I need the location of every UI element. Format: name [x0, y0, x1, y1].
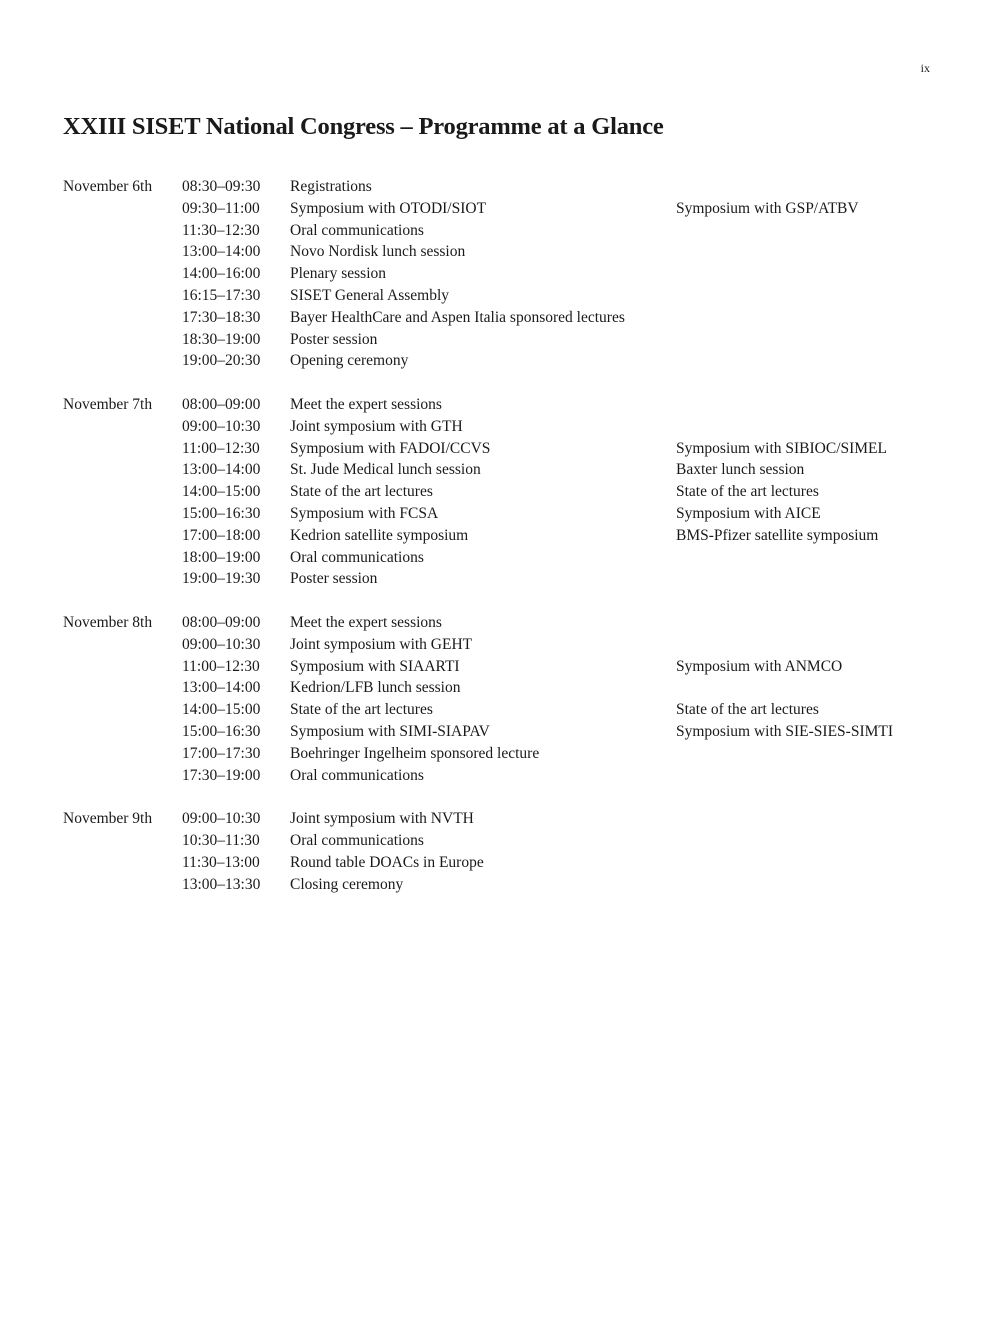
session-parallel: Symposium with SIBIOC/SIMEL	[676, 439, 887, 457]
schedule-row	[63, 612, 933, 634]
schedule-row	[63, 285, 933, 307]
session-main: Symposium with FCSA	[290, 504, 439, 522]
session-time: 14:00–15:00	[182, 701, 261, 719]
session-time: 17:00–17:30	[182, 744, 261, 762]
session-main: Novo Nordisk lunch session	[290, 243, 466, 261]
session-time: 14:00–15:00	[182, 483, 261, 501]
session-main: Joint symposium with GTH	[290, 417, 463, 435]
schedule-row	[63, 547, 933, 569]
page-number: ix	[920, 61, 930, 75]
session-main: Kedrion satellite symposium	[290, 526, 469, 544]
session-main: Closing ceremony	[290, 875, 404, 893]
schedule-row	[63, 568, 933, 590]
schedule-row	[63, 677, 933, 699]
session-main: Symposium with SIMI-SIAPAV	[290, 722, 490, 740]
session-main: Oral communications	[290, 766, 424, 784]
schedule-row	[63, 241, 933, 263]
schedule-row	[63, 438, 933, 460]
day-block	[63, 808, 933, 895]
session-time: 17:30–19:00	[182, 766, 261, 784]
schedule-row	[63, 874, 933, 896]
session-time: 10:30–11:30	[182, 831, 260, 849]
session-parallel: Baxter lunch session	[676, 461, 805, 479]
schedule-row	[63, 394, 933, 416]
session-time: 19:00–19:30	[182, 570, 261, 588]
schedule-row	[63, 852, 933, 874]
schedule-row	[63, 198, 933, 220]
schedule-row	[63, 481, 933, 503]
session-time: 15:00–16:30	[182, 722, 261, 740]
day-date: November 7th	[63, 395, 153, 413]
session-main: Oral communications	[290, 221, 424, 239]
session-time: 11:00–12:30	[182, 657, 260, 675]
schedule-row	[63, 634, 933, 656]
session-main: Plenary session	[290, 265, 387, 283]
session-parallel: State of the art lectures	[676, 483, 819, 501]
session-time: 16:15–17:30	[182, 286, 261, 304]
session-time: 13:00–14:00	[182, 461, 261, 479]
session-time: 14:00–16:00	[182, 265, 261, 283]
page-title: XXIII SISET National Congress – Programme at a Glance	[63, 113, 664, 140]
day-block	[63, 612, 933, 786]
session-time: 09:00–10:30	[182, 810, 261, 828]
session-time: 18:00–19:00	[182, 548, 261, 566]
session-main: Oral communications	[290, 831, 424, 849]
session-main: Oral communications	[290, 548, 424, 566]
session-main: Meet the expert sessions	[290, 613, 442, 631]
schedule-row	[63, 220, 933, 242]
session-time: 13:00–13:30	[182, 875, 261, 893]
session-time: 13:00–14:00	[182, 243, 261, 261]
schedule-row	[63, 656, 933, 678]
session-time: 17:30–18:30	[182, 308, 261, 326]
session-main: Boehringer Ingelheim sponsored lecture	[290, 744, 540, 762]
session-time: 15:00–16:30	[182, 504, 261, 522]
session-main: SISET General Assembly	[290, 286, 450, 304]
session-parallel: Symposium with GSP/ATBV	[676, 199, 859, 217]
session-time: 18:30–19:00	[182, 330, 261, 348]
session-parallel: Symposium with SIE-SIES-SIMTI	[676, 722, 894, 740]
session-main: Joint symposium with NVTH	[290, 810, 474, 828]
day-date: November 6th	[63, 178, 153, 195]
session-main: Kedrion/LFB lunch session	[290, 679, 461, 697]
day-block	[63, 176, 933, 372]
session-main: Poster session	[290, 330, 378, 348]
session-main: Symposium with OTODI/SIOT	[290, 199, 487, 217]
session-time: 19:00–20:30	[182, 352, 261, 370]
session-main: Opening ceremony	[290, 352, 409, 370]
schedule-row	[63, 808, 933, 830]
session-time: 13:00–14:00	[182, 679, 261, 697]
session-main: Joint symposium with GEHT	[290, 635, 473, 653]
session-time: 11:30–12:30	[182, 221, 260, 239]
session-main: Poster session	[290, 570, 378, 588]
session-parallel: Symposium with ANMCO	[676, 657, 843, 675]
schedule-row	[63, 765, 933, 787]
session-time: 09:00–10:30	[182, 635, 261, 653]
session-time: 17:00–18:00	[182, 526, 261, 544]
schedule-row	[63, 416, 933, 438]
day-date: November 8th	[63, 613, 153, 631]
session-main: Meet the expert sessions	[290, 395, 442, 413]
session-main: Symposium with SIAARTI	[290, 657, 460, 675]
schedule-row	[63, 743, 933, 765]
session-time: 11:00–12:30	[182, 439, 260, 457]
schedule-row	[63, 721, 933, 743]
session-main: State of the art lectures	[290, 701, 433, 719]
session-main: State of the art lectures	[290, 483, 433, 501]
session-main: Bayer HealthCare and Aspen Italia sponsored lectures	[290, 308, 625, 326]
session-main: Symposium with FADOI/CCVS	[290, 439, 491, 457]
session-parallel: State of the art lectures	[676, 701, 819, 719]
session-time: 08:00–09:00	[182, 395, 261, 413]
programme-schedule	[63, 176, 933, 917]
schedule-row	[63, 699, 933, 721]
schedule-row	[63, 830, 933, 852]
session-parallel: BMS-Pfizer satellite symposium	[676, 526, 879, 544]
session-time: 09:30–11:00	[182, 199, 260, 217]
session-time: 09:00–10:30	[182, 417, 261, 435]
session-main: Round table DOACs in Europe	[290, 853, 484, 871]
session-time: 08:00–09:00	[182, 613, 261, 631]
schedule-row	[63, 307, 933, 329]
session-main: Registrations	[290, 178, 372, 195]
session-time: 11:30–13:00	[182, 853, 260, 871]
schedule-row	[63, 525, 933, 547]
schedule-row	[63, 263, 933, 285]
schedule-row	[63, 350, 933, 372]
schedule-row	[63, 459, 933, 481]
session-main: St. Jude Medical lunch session	[290, 461, 481, 479]
schedule-row	[63, 176, 933, 198]
schedule-row	[63, 329, 933, 351]
day-block	[63, 394, 933, 590]
session-time: 08:30–09:30	[182, 178, 261, 195]
session-parallel: Symposium with AICE	[676, 504, 821, 522]
day-date: November 9th	[63, 810, 153, 828]
schedule-row	[63, 503, 933, 525]
